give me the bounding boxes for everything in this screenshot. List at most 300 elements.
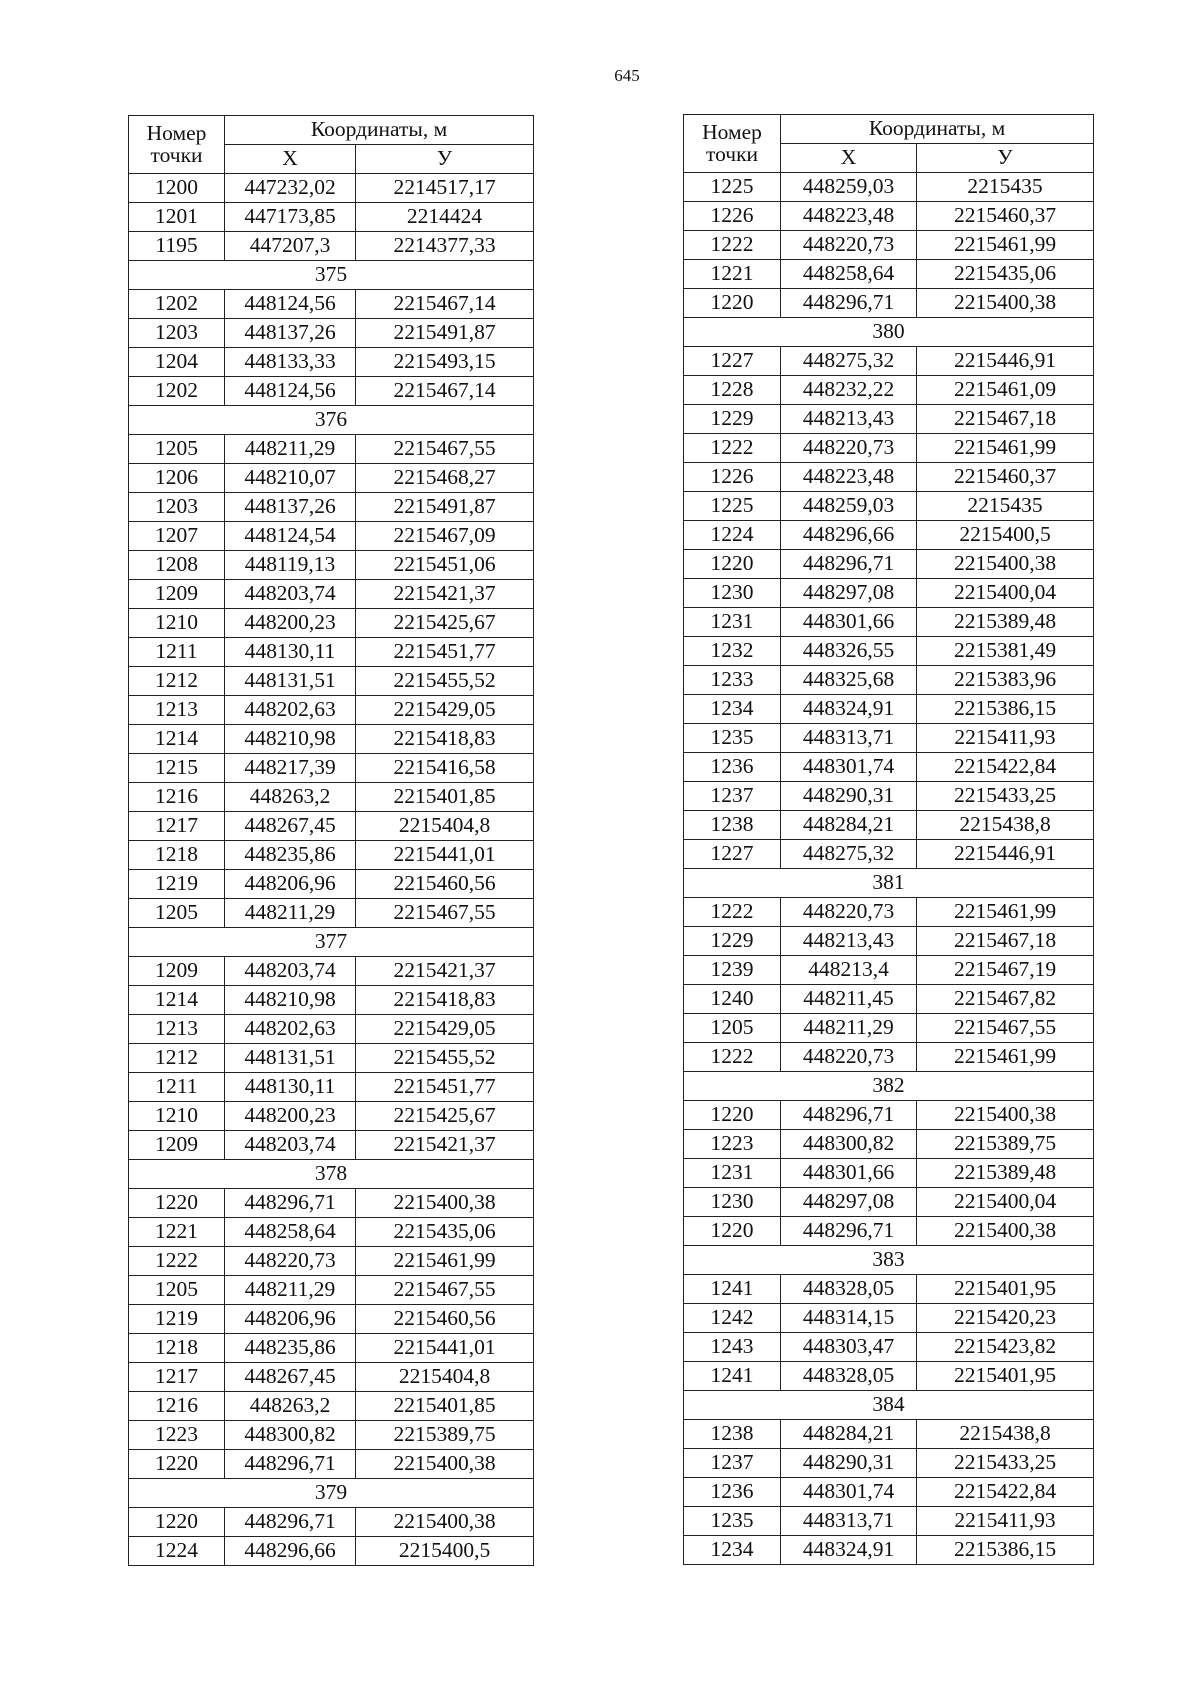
y-coordinate-cell: 2215438,8 xyxy=(917,1420,1094,1449)
point-number-cell: 1225 xyxy=(684,173,781,202)
point-number-cell: 1220 xyxy=(684,1217,781,1246)
y-coordinate-cell: 2215467,55 xyxy=(917,1014,1094,1043)
section-row xyxy=(684,1246,1094,1275)
point-number-cell: 1212 xyxy=(129,1044,225,1073)
x-coordinate-cell: 448213,43 xyxy=(781,927,917,956)
table-row xyxy=(129,1334,534,1363)
point-number-cell: 1214 xyxy=(129,725,225,754)
y-coordinate-cell: 2215461,99 xyxy=(917,231,1094,260)
y-coordinate-cell: 2215425,67 xyxy=(356,609,534,638)
point-number-cell: 1235 xyxy=(684,1507,781,1536)
point-number-cell: 1238 xyxy=(684,811,781,840)
table-row xyxy=(684,956,1094,985)
x-coordinate-cell: 448303,47 xyxy=(781,1333,917,1362)
point-number-cell: 1216 xyxy=(129,1392,225,1421)
table-row xyxy=(129,1537,534,1566)
point-number-cell: 1240 xyxy=(684,985,781,1014)
table-row xyxy=(684,1304,1094,1333)
point-number-cell: 1243 xyxy=(684,1333,781,1362)
point-number-cell: 1233 xyxy=(684,666,781,695)
y-coordinate-cell: 2215389,48 xyxy=(917,608,1094,637)
table-row xyxy=(129,580,534,609)
point-number-cell: 1230 xyxy=(684,1188,781,1217)
x-coordinate-cell: 448213,43 xyxy=(781,405,917,434)
x-coordinate-cell: 448284,21 xyxy=(781,1420,917,1449)
x-coordinate-cell: 448124,56 xyxy=(225,290,356,319)
table-row xyxy=(129,812,534,841)
y-coordinate-cell: 2215467,18 xyxy=(917,405,1094,434)
y-coordinate-cell: 2215429,05 xyxy=(356,1015,534,1044)
table-row xyxy=(129,754,534,783)
point-number-cell: 1217 xyxy=(129,1363,225,1392)
x-coordinate-cell: 448235,86 xyxy=(225,1334,356,1363)
y-coordinate-cell: 2215400,38 xyxy=(356,1189,534,1218)
table-row xyxy=(129,609,534,638)
x-coordinate-cell: 448275,32 xyxy=(781,347,917,376)
y-coordinate-cell: 2215461,99 xyxy=(917,898,1094,927)
point-number-header-line2: точки xyxy=(150,142,203,167)
table-row xyxy=(684,608,1094,637)
table-row xyxy=(684,1362,1094,1391)
table-row xyxy=(684,898,1094,927)
table-row xyxy=(684,579,1094,608)
x-coordinate-cell: 448296,71 xyxy=(225,1189,356,1218)
point-number-cell: 1208 xyxy=(129,551,225,580)
point-number-cell: 1210 xyxy=(129,609,225,638)
section-number: 379 xyxy=(129,1479,534,1508)
y-coordinate-cell: 2215467,09 xyxy=(356,522,534,551)
table-row xyxy=(129,1247,534,1276)
point-number-cell: 1210 xyxy=(129,1102,225,1131)
table-row xyxy=(129,696,534,725)
x-coordinate-cell: 448202,63 xyxy=(225,696,356,725)
x-coordinate-cell: 448133,33 xyxy=(225,348,356,377)
y-coordinate-cell: 2215467,19 xyxy=(917,956,1094,985)
x-header: X xyxy=(781,144,917,173)
x-coordinate-cell: 448131,51 xyxy=(225,667,356,696)
coordinates-table-left xyxy=(128,115,534,1566)
coordinates-table-right xyxy=(683,114,1094,1565)
table-row xyxy=(129,377,534,406)
x-coordinate-cell: 448296,71 xyxy=(225,1450,356,1479)
x-coordinate-cell: 448267,45 xyxy=(225,812,356,841)
y-coordinate-cell: 2215383,96 xyxy=(917,666,1094,695)
section-number: 378 xyxy=(129,1160,534,1189)
point-number-cell: 1232 xyxy=(684,637,781,666)
point-number-cell: 1195 xyxy=(129,232,225,261)
x-coordinate-cell: 448296,66 xyxy=(781,521,917,550)
point-number-cell: 1229 xyxy=(684,927,781,956)
table-row xyxy=(129,522,534,551)
point-number-cell: 1219 xyxy=(129,1305,225,1334)
y-coordinate-cell: 2215400,38 xyxy=(917,289,1094,318)
table-row xyxy=(129,1305,534,1334)
table-row xyxy=(129,493,534,522)
x-coordinate-cell: 448324,91 xyxy=(781,1536,917,1565)
x-coordinate-cell: 448301,66 xyxy=(781,608,917,637)
x-coordinate-cell: 448300,82 xyxy=(781,1130,917,1159)
x-coordinate-cell: 448232,22 xyxy=(781,376,917,405)
y-coordinate-cell: 2215461,09 xyxy=(917,376,1094,405)
x-coordinate-cell: 448301,74 xyxy=(781,1478,917,1507)
table-row xyxy=(684,1449,1094,1478)
y-coordinate-cell: 2215455,52 xyxy=(356,1044,534,1073)
y-coordinate-cell: 2215381,49 xyxy=(917,637,1094,666)
table-row xyxy=(684,521,1094,550)
y-coordinate-cell: 2215467,14 xyxy=(356,377,534,406)
table-row xyxy=(684,753,1094,782)
point-number-cell: 1241 xyxy=(684,1275,781,1304)
y-coordinate-cell: 2215455,52 xyxy=(356,667,534,696)
section-number: 380 xyxy=(684,318,1094,347)
table-row xyxy=(129,1508,534,1537)
y-coordinate-cell: 2215404,8 xyxy=(356,1363,534,1392)
point-number-cell: 1225 xyxy=(684,492,781,521)
point-number-cell: 1234 xyxy=(684,1536,781,1565)
y-coordinate-cell: 2215467,82 xyxy=(917,985,1094,1014)
point-number-cell: 1206 xyxy=(129,464,225,493)
y-coordinate-cell: 2215386,15 xyxy=(917,695,1094,724)
point-number-cell: 1223 xyxy=(684,1130,781,1159)
point-number-cell: 1218 xyxy=(129,841,225,870)
y-coordinate-cell: 2215491,87 xyxy=(356,493,534,522)
y-coordinate-cell: 2215400,5 xyxy=(917,521,1094,550)
table-row xyxy=(129,1102,534,1131)
x-coordinate-cell: 448275,32 xyxy=(781,840,917,869)
y-coordinate-cell: 2215446,91 xyxy=(917,840,1094,869)
coordinates-header: Координаты, м xyxy=(225,116,534,145)
x-coordinate-cell: 448124,56 xyxy=(225,377,356,406)
y-header: У xyxy=(356,145,534,174)
point-number-cell: 1220 xyxy=(684,550,781,579)
x-coordinate-cell: 448124,54 xyxy=(225,522,356,551)
x-coordinate-cell: 448258,64 xyxy=(781,260,917,289)
table-body-right xyxy=(684,173,1094,1565)
x-coordinate-cell: 448220,73 xyxy=(781,898,917,927)
y-coordinate-cell: 2215401,85 xyxy=(356,1392,534,1421)
y-coordinate-cell: 2215468,27 xyxy=(356,464,534,493)
table-row xyxy=(129,232,534,261)
point-number-cell: 1239 xyxy=(684,956,781,985)
table-row xyxy=(129,1073,534,1102)
table-row xyxy=(684,1188,1094,1217)
section-row xyxy=(684,318,1094,347)
x-coordinate-cell: 448263,2 xyxy=(225,1392,356,1421)
table-row xyxy=(129,1218,534,1247)
y-coordinate-cell: 2215491,87 xyxy=(356,319,534,348)
point-number-cell: 1222 xyxy=(684,898,781,927)
y-coordinate-cell: 2215451,77 xyxy=(356,638,534,667)
y-coordinate-cell: 2215446,91 xyxy=(917,347,1094,376)
y-coordinate-cell: 2215435,06 xyxy=(917,260,1094,289)
point-number-cell: 1229 xyxy=(684,405,781,434)
table-row xyxy=(684,1159,1094,1188)
x-coordinate-cell: 448324,91 xyxy=(781,695,917,724)
point-number-cell: 1226 xyxy=(684,463,781,492)
section-number: 381 xyxy=(684,869,1094,898)
section-row xyxy=(684,1391,1094,1420)
y-coordinate-cell: 2215411,93 xyxy=(917,1507,1094,1536)
table-row xyxy=(684,1101,1094,1130)
table-row xyxy=(129,870,534,899)
y-coordinate-cell: 2215467,14 xyxy=(356,290,534,319)
point-number-cell: 1203 xyxy=(129,493,225,522)
y-coordinate-cell: 2215401,95 xyxy=(917,1362,1094,1391)
y-coordinate-cell: 2215401,85 xyxy=(356,783,534,812)
table-row xyxy=(684,550,1094,579)
point-number-cell: 1228 xyxy=(684,376,781,405)
point-number-cell: 1213 xyxy=(129,1015,225,1044)
x-coordinate-cell: 448211,29 xyxy=(225,435,356,464)
table-row xyxy=(684,492,1094,521)
table-row xyxy=(684,347,1094,376)
y-coordinate-cell: 2215467,55 xyxy=(356,899,534,928)
point-number-cell: 1224 xyxy=(684,521,781,550)
table-row xyxy=(129,319,534,348)
point-number-cell: 1237 xyxy=(684,782,781,811)
point-number-cell: 1205 xyxy=(684,1014,781,1043)
point-number-cell: 1241 xyxy=(684,1362,781,1391)
y-coordinate-cell: 2215401,95 xyxy=(917,1275,1094,1304)
point-number-cell: 1222 xyxy=(684,1043,781,1072)
point-number-cell: 1217 xyxy=(129,812,225,841)
table-row xyxy=(684,231,1094,260)
point-number-cell: 1221 xyxy=(684,260,781,289)
y-coordinate-cell: 2215421,37 xyxy=(356,1131,534,1160)
point-number-cell: 1220 xyxy=(684,1101,781,1130)
y-coordinate-cell: 2215460,56 xyxy=(356,1305,534,1334)
x-coordinate-cell: 448300,82 xyxy=(225,1421,356,1450)
header-row-top xyxy=(684,115,1094,144)
point-number-cell: 1203 xyxy=(129,319,225,348)
table-row xyxy=(684,1217,1094,1246)
x-coordinate-cell: 448210,98 xyxy=(225,986,356,1015)
x-coordinate-cell: 448213,4 xyxy=(781,956,917,985)
point-number-cell: 1204 xyxy=(129,348,225,377)
point-number-header-line1: Номер xyxy=(146,121,207,145)
y-coordinate-cell: 2215418,83 xyxy=(356,986,534,1015)
table-row xyxy=(129,1276,534,1305)
y-coordinate-cell: 2215467,55 xyxy=(356,1276,534,1305)
table-row xyxy=(684,1536,1094,1565)
x-coordinate-cell: 448313,71 xyxy=(781,724,917,753)
y-coordinate-cell: 2214517,17 xyxy=(356,174,534,203)
table-row xyxy=(129,551,534,580)
x-coordinate-cell: 448328,05 xyxy=(781,1275,917,1304)
x-coordinate-cell: 448137,26 xyxy=(225,319,356,348)
x-coordinate-cell: 448290,31 xyxy=(781,782,917,811)
x-coordinate-cell: 448211,45 xyxy=(781,985,917,1014)
point-number-cell: 1230 xyxy=(684,579,781,608)
table-row xyxy=(684,985,1094,1014)
table-row xyxy=(129,957,534,986)
y-coordinate-cell: 2215400,38 xyxy=(917,1217,1094,1246)
table-row xyxy=(684,1275,1094,1304)
point-number-cell: 1236 xyxy=(684,753,781,782)
table-row xyxy=(684,1420,1094,1449)
y-coordinate-cell: 2215400,38 xyxy=(356,1450,534,1479)
x-coordinate-cell: 448296,71 xyxy=(781,1101,917,1130)
y-coordinate-cell: 2215429,05 xyxy=(356,696,534,725)
table-row xyxy=(684,840,1094,869)
x-header: X xyxy=(225,145,356,174)
table-row xyxy=(684,1014,1094,1043)
y-coordinate-cell: 2215435,06 xyxy=(356,1218,534,1247)
y-coordinate-cell: 2215400,04 xyxy=(917,1188,1094,1217)
table-row xyxy=(129,174,534,203)
y-coordinate-cell: 2215400,38 xyxy=(356,1508,534,1537)
y-coordinate-cell: 2215433,25 xyxy=(917,1449,1094,1478)
x-coordinate-cell: 448130,11 xyxy=(225,1073,356,1102)
point-number-cell: 1237 xyxy=(684,1449,781,1478)
x-coordinate-cell: 448119,13 xyxy=(225,551,356,580)
point-number-cell: 1205 xyxy=(129,435,225,464)
y-coordinate-cell: 2215451,06 xyxy=(356,551,534,580)
x-coordinate-cell: 448206,96 xyxy=(225,870,356,899)
point-number-cell: 1216 xyxy=(129,783,225,812)
x-coordinate-cell: 448328,05 xyxy=(781,1362,917,1391)
table-row xyxy=(129,667,534,696)
table-row xyxy=(129,203,534,232)
y-coordinate-cell: 2215400,04 xyxy=(917,579,1094,608)
section-row xyxy=(684,869,1094,898)
point-number-cell: 1209 xyxy=(129,957,225,986)
x-coordinate-cell: 448223,48 xyxy=(781,202,917,231)
point-number-cell: 1222 xyxy=(684,231,781,260)
section-row xyxy=(129,1160,534,1189)
x-coordinate-cell: 448259,03 xyxy=(781,492,917,521)
y-coordinate-cell: 2215389,75 xyxy=(356,1421,534,1450)
page-number: 645 xyxy=(614,66,640,85)
y-coordinate-cell: 2214424 xyxy=(356,203,534,232)
table-row xyxy=(684,289,1094,318)
point-number-header xyxy=(129,116,225,174)
point-number-cell: 1220 xyxy=(129,1189,225,1218)
table-row xyxy=(129,899,534,928)
section-number: 383 xyxy=(684,1246,1094,1275)
section-number: 375 xyxy=(129,261,534,290)
section-number: 377 xyxy=(129,928,534,957)
point-number-header-line2: точки xyxy=(705,141,759,166)
x-coordinate-cell: 448235,86 xyxy=(225,841,356,870)
table-row xyxy=(129,725,534,754)
table-row xyxy=(129,1015,534,1044)
point-number-cell: 1209 xyxy=(129,1131,225,1160)
y-coordinate-cell: 2215441,01 xyxy=(356,841,534,870)
section-row xyxy=(684,1072,1094,1101)
table-row xyxy=(129,1450,534,1479)
y-coordinate-cell: 2215461,99 xyxy=(356,1247,534,1276)
point-number-header xyxy=(684,115,781,173)
point-number-cell: 1211 xyxy=(129,638,225,667)
x-coordinate-cell: 448206,96 xyxy=(225,1305,356,1334)
point-number-cell: 1205 xyxy=(129,1276,225,1305)
table-row xyxy=(684,260,1094,289)
table-row xyxy=(129,435,534,464)
x-coordinate-cell: 448200,23 xyxy=(225,1102,356,1131)
table-row xyxy=(129,986,534,1015)
y-coordinate-cell: 2215435 xyxy=(917,173,1094,202)
y-coordinate-cell: 2215400,5 xyxy=(356,1537,534,1566)
table-row xyxy=(684,1507,1094,1536)
point-number-cell: 1234 xyxy=(684,695,781,724)
y-coordinate-cell: 2215441,01 xyxy=(356,1334,534,1363)
point-number-cell: 1242 xyxy=(684,1304,781,1333)
section-row xyxy=(129,261,534,290)
x-coordinate-cell: 448217,39 xyxy=(225,754,356,783)
point-number-header-line1: Номер xyxy=(702,120,762,144)
x-coordinate-cell: 448202,63 xyxy=(225,1015,356,1044)
y-coordinate-cell: 2215451,77 xyxy=(356,1073,534,1102)
point-number-cell: 1231 xyxy=(684,608,781,637)
x-coordinate-cell: 448137,26 xyxy=(225,493,356,522)
x-coordinate-cell: 448203,74 xyxy=(225,957,356,986)
table-row xyxy=(129,841,534,870)
y-coordinate-cell: 2215400,38 xyxy=(917,550,1094,579)
y-coordinate-cell: 2215386,15 xyxy=(917,1536,1094,1565)
y-coordinate-cell: 2215389,75 xyxy=(917,1130,1094,1159)
point-number-cell: 1222 xyxy=(684,434,781,463)
point-number-cell: 1213 xyxy=(129,696,225,725)
x-coordinate-cell: 448326,55 xyxy=(781,637,917,666)
table-row xyxy=(684,405,1094,434)
point-number-cell: 1205 xyxy=(129,899,225,928)
x-coordinate-cell: 448211,29 xyxy=(781,1014,917,1043)
x-coordinate-cell: 448223,48 xyxy=(781,463,917,492)
x-coordinate-cell: 448220,73 xyxy=(781,1043,917,1072)
point-number-cell: 1238 xyxy=(684,1420,781,1449)
y-coordinate-cell: 2215467,55 xyxy=(356,435,534,464)
point-number-cell: 1209 xyxy=(129,580,225,609)
x-coordinate-cell: 448211,29 xyxy=(225,899,356,928)
section-number: 384 xyxy=(684,1391,1094,1420)
x-coordinate-cell: 447232,02 xyxy=(225,174,356,203)
x-coordinate-cell: 448210,98 xyxy=(225,725,356,754)
y-coordinate-cell: 2215461,99 xyxy=(917,1043,1094,1072)
point-number-cell: 1235 xyxy=(684,724,781,753)
point-number-cell: 1223 xyxy=(129,1421,225,1450)
y-header: У xyxy=(917,144,1094,173)
y-coordinate-cell: 2215421,37 xyxy=(356,957,534,986)
point-number-cell: 1226 xyxy=(684,202,781,231)
point-number-cell: 1231 xyxy=(684,1159,781,1188)
point-number-cell: 1211 xyxy=(129,1073,225,1102)
point-number-cell: 1218 xyxy=(129,1334,225,1363)
x-coordinate-cell: 448297,08 xyxy=(781,579,917,608)
x-coordinate-cell: 448220,73 xyxy=(225,1247,356,1276)
table-row xyxy=(684,202,1094,231)
y-coordinate-cell: 2215467,18 xyxy=(917,927,1094,956)
table-row xyxy=(684,695,1094,724)
table-row xyxy=(684,811,1094,840)
point-number-cell: 1215 xyxy=(129,754,225,783)
x-coordinate-cell: 448203,74 xyxy=(225,1131,356,1160)
x-coordinate-cell: 448263,2 xyxy=(225,783,356,812)
table-row xyxy=(129,1363,534,1392)
point-number-cell: 1221 xyxy=(129,1218,225,1247)
table-row xyxy=(129,638,534,667)
y-coordinate-cell: 2215416,58 xyxy=(356,754,534,783)
x-coordinate-cell: 447207,3 xyxy=(225,232,356,261)
x-coordinate-cell: 448220,73 xyxy=(781,434,917,463)
coordinates-header: Координаты, м xyxy=(781,115,1094,144)
table-row xyxy=(684,1478,1094,1507)
x-coordinate-cell: 448296,71 xyxy=(781,550,917,579)
point-number-cell: 1227 xyxy=(684,840,781,869)
table-row xyxy=(684,434,1094,463)
y-coordinate-cell: 2215493,15 xyxy=(356,348,534,377)
x-coordinate-cell: 448296,71 xyxy=(225,1508,356,1537)
